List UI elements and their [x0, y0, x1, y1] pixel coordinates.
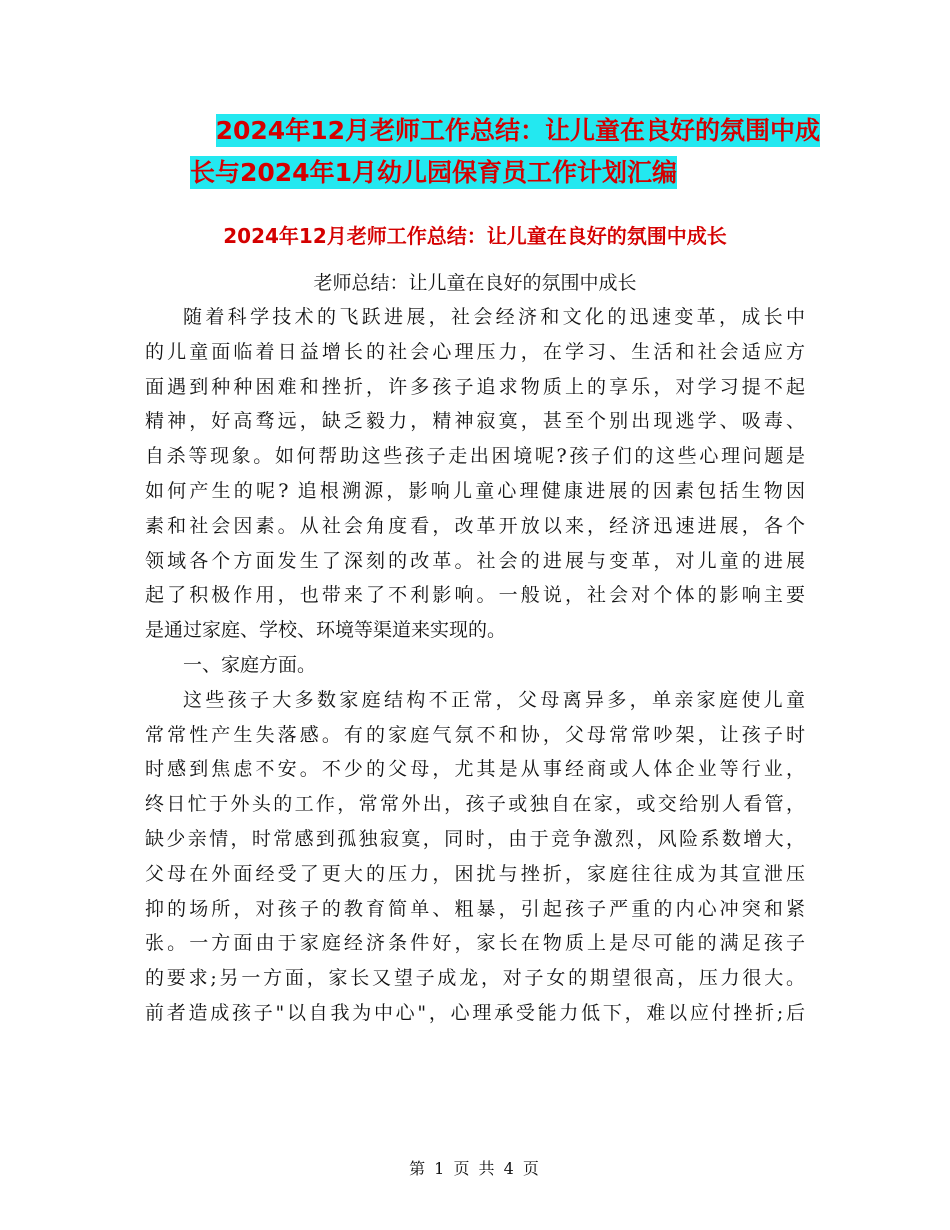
text-line: 的儿童面临着日益增长的社会心理压力，在学习、生活和社会适应方 [145, 340, 805, 363]
text-line: 前者造成孩子"以自我为中心"，心理承受能力低下，难以应付挫折;后 [145, 1001, 805, 1024]
text-line: 父母在外面经受了更大的压力，困扰与挫折，家庭往往成为其宣泄压 [145, 862, 805, 885]
text-line: 如何产生的呢? 追根溯源，影响儿童心理健康进展的因素包括生物因 [145, 479, 805, 502]
text-line: 终日忙于外头的工作，常常外出，孩子或独自在家，或交给别人看管， [145, 793, 805, 816]
text-line: 起了积极作用，也带来了不利影响。一般说，社会对个体的影响主要 [145, 584, 805, 607]
document-title [140, 110, 820, 194]
text-line: 时感到焦虑不安。不少的父母，尤其是从事经商或人体企业等行业， [145, 758, 805, 781]
text-line: 面遇到种种困难和挫折，许多孩子追求物质上的享乐，对学习提不起 [145, 375, 805, 398]
text-line: 常常性产生失落感。有的家庭气氛不和协，父母常常吵架，让孩子时 [145, 723, 805, 746]
title-line-1: 2024年12月老师工作总结：让儿童在良好的氛围中成 [215, 116, 820, 145]
text-line: 缺少亲情，时常感到孤独寂寞，同时，由于竞争激烈，风险系数增大， [145, 827, 805, 850]
page-footer: 第 1 页 共 4 页 [409, 1159, 541, 1178]
body-text [145, 300, 805, 1031]
text-line: 素和社会因素。从社会角度看，改革开放以来，经济迅速进展，各个 [145, 514, 805, 537]
text-line: 这些孩子大多数家庭结构不正常，父母离异多，单亲家庭使儿童 [183, 688, 805, 711]
text-line: 随着科学技术的飞跃进展，社会经济和文化的迅速变革，成长中 [183, 306, 805, 328]
title-line-2: 长与2024年1月幼儿园保育员工作计划汇编 [190, 158, 677, 187]
text-line: 领域各个方面发生了深刻的改革。社会的进展与变革，对儿童的进展 [145, 549, 805, 572]
text-line: 张。一方面由于家庭经济条件好，家长在物质上是尽可能的满足孩子 [145, 932, 805, 955]
text-line: 精神，好高骛远，缺乏毅力，精神寂寞，甚至个别出现逃学、吸毒、 [145, 410, 805, 433]
text-line: 是通过家庭、学校、环境等渠道来实现的。 [145, 619, 507, 642]
section-title: 2024年12月老师工作总结：让儿童在良好的氛围中成长 [223, 224, 727, 248]
text-line: 抑的场所，对孩子的教育简单、粗暴，引起孩子严重的内心冲突和紧 [145, 897, 805, 920]
sub-title: 老师总结：让儿童在良好的氛围中成长 [313, 272, 637, 294]
text-line: 的要求;另一方面，家长又望子成龙，对子女的期望很高，压力很大。 [145, 967, 805, 990]
section-heading: 一、家庭方面。 [183, 653, 317, 676]
text-line: 自杀等现象。如何帮助这些孩子走出困境呢?孩子们的这些心理问题是 [145, 445, 805, 468]
